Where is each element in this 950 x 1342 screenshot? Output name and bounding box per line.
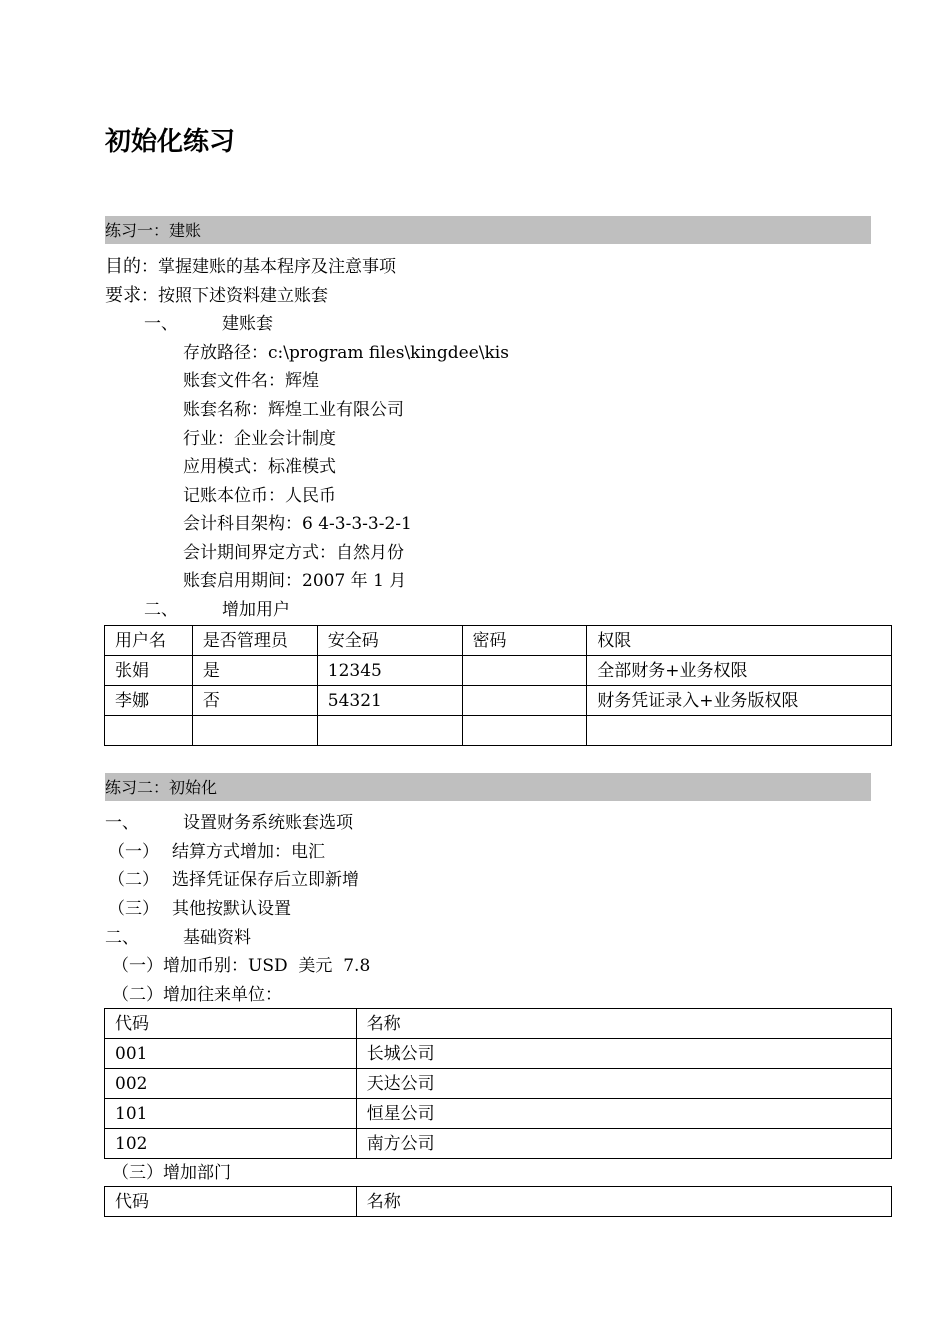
header-cell: 权限 [587, 626, 892, 656]
partners-table [104, 1008, 892, 1159]
option-1-text: 结算方式增加：电汇 [172, 842, 325, 862]
exercise-1-header: 练习一：建账 [105, 216, 871, 244]
table-cell: 张娟 [105, 656, 193, 686]
detail-start-period: 账套启用期间：2007 年 1 月 [183, 571, 407, 591]
detail-currency: 记账本位币：人民币 [183, 486, 336, 506]
table-cell [317, 716, 462, 746]
header-cell: 代码 [105, 1187, 357, 1217]
detail-storage-path: 存放路径：c:\program files\kingdee\kis [183, 343, 509, 363]
ex2-section-2-title: 基础资料 [183, 928, 251, 948]
option-1-number: （一） [108, 842, 159, 862]
table-cell [105, 716, 193, 746]
table-row [105, 656, 892, 686]
table-row [105, 1069, 892, 1099]
table-cell: 天达公司 [356, 1069, 891, 1099]
header-cell: 名称 [356, 1009, 891, 1039]
table-cell: 001 [105, 1039, 357, 1069]
currency-line: （一）增加币别：USD 美元 7.8 [112, 956, 371, 976]
page-title: 初始化练习 [105, 127, 236, 157]
section-1-title: 建账套 [222, 314, 273, 334]
option-3-text: 其他按默认设置 [172, 899, 291, 919]
table-cell: 101 [105, 1099, 357, 1129]
table-row [105, 1099, 892, 1129]
option-2-number: （二） [108, 870, 159, 890]
header-cell: 密码 [462, 626, 587, 656]
detail-account-name: 账套名称：辉煌工业有限公司 [183, 400, 404, 420]
table-cell [462, 716, 587, 746]
requirement-line [105, 284, 328, 308]
table-cell [462, 686, 587, 716]
table-row [105, 1039, 892, 1069]
table-cell: 102 [105, 1129, 357, 1159]
option-2-text: 选择凭证保存后立即新增 [172, 870, 359, 890]
table-cell: 财务凭证录入+业务版权限 [587, 686, 892, 716]
departments-line: （三）增加部门 [112, 1163, 231, 1183]
section-2-title: 增加用户 [222, 600, 290, 620]
detail-account-structure: 会计科目架构：6 4-3-3-3-2-1 [183, 514, 412, 534]
header-cell: 安全码 [317, 626, 462, 656]
requirement-label: 要求 [105, 285, 141, 306]
option-3-number: （三） [108, 899, 159, 919]
table-cell: 长城公司 [356, 1039, 891, 1069]
partners-line: （二）增加往来单位： [112, 985, 282, 1005]
table-cell: 54321 [317, 686, 462, 716]
table-cell: 是 [192, 656, 317, 686]
detail-file-name: 账套文件名：辉煌 [183, 371, 319, 391]
table-cell: 恒星公司 [356, 1099, 891, 1129]
header-cell: 名称 [356, 1187, 891, 1217]
table-header-row [105, 1187, 892, 1217]
table-cell: 002 [105, 1069, 357, 1099]
section-1-number: 一、 [144, 314, 178, 334]
table-row [105, 686, 892, 716]
users-table [104, 625, 892, 746]
requirement-text: ：按照下述资料建立账套 [141, 286, 328, 306]
departments-table [104, 1186, 892, 1217]
table-cell: 12345 [317, 656, 462, 686]
table-cell [587, 716, 892, 746]
table-cell: 全部财务+业务权限 [587, 656, 892, 686]
goal-label: 目的 [105, 256, 141, 277]
ex2-section-1-number: 一、 [105, 813, 139, 833]
table-cell: 南方公司 [356, 1129, 891, 1159]
goal-text: ：掌握建账的基本程序及注意事项 [141, 257, 396, 277]
table-row [105, 1129, 892, 1159]
detail-mode: 应用模式：标准模式 [183, 457, 336, 477]
detail-industry: 行业：企业会计制度 [183, 429, 336, 449]
table-cell: 否 [192, 686, 317, 716]
table-header-row [105, 626, 892, 656]
header-cell: 是否管理员 [192, 626, 317, 656]
ex2-section-1-title: 设置财务系统账套选项 [183, 813, 353, 833]
header-cell: 代码 [105, 1009, 357, 1039]
section-2-number: 二、 [144, 600, 178, 620]
exercise-2-header: 练习二：初始化 [105, 773, 871, 801]
detail-period-method: 会计期间界定方式：自然月份 [183, 543, 404, 563]
ex2-section-2-number: 二、 [105, 928, 139, 948]
table-header-row [105, 1009, 892, 1039]
table-cell [462, 656, 587, 686]
goal-line [105, 255, 396, 279]
header-cell: 用户名 [105, 626, 193, 656]
table-cell: 李娜 [105, 686, 193, 716]
table-row [105, 716, 892, 746]
table-cell [192, 716, 317, 746]
